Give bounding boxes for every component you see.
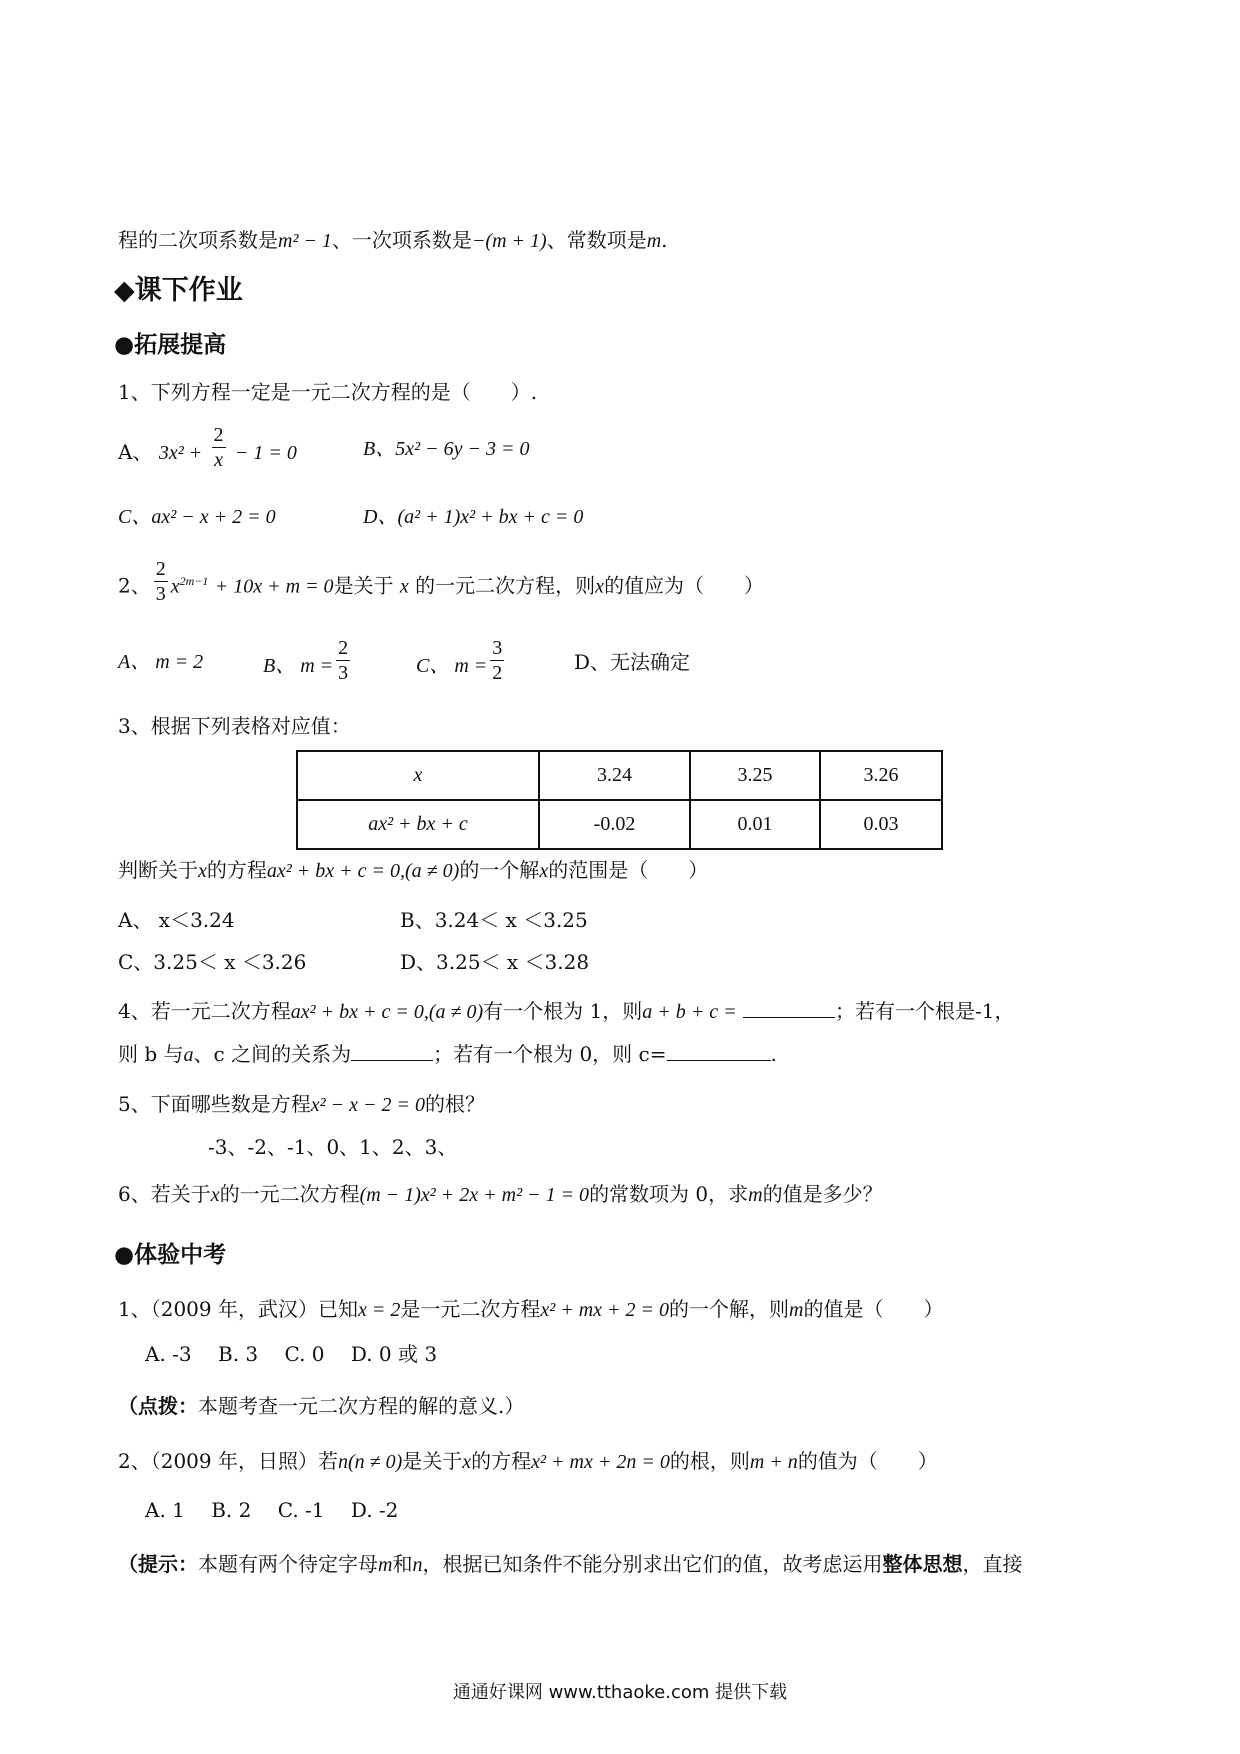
question-5-stem: [118, 1090, 485, 1119]
text: 的一元二次方程，则: [415, 573, 596, 598]
option-b: B、5x² − 6y − 3 = 0: [363, 438, 530, 460]
fraction: [490, 636, 504, 685]
text: 的范围是（ ）: [548, 858, 709, 882]
text: 的值应为（ ）: [604, 573, 765, 598]
math-expr: n(n ≠ 0): [337, 1451, 403, 1473]
text: .: [661, 228, 668, 252]
text: 本题有两个待定字母: [198, 1552, 378, 1576]
text: 的一个解，则: [669, 1297, 790, 1321]
text: 的方程: [471, 1449, 532, 1473]
hint-label: （点拨：: [118, 1394, 198, 1418]
question-6-stem: [118, 1180, 883, 1209]
exam-question-1-options: A. -3 B. 3 C. 0 D. 0 或 3: [145, 1342, 438, 1366]
subsection-title-extension: ●拓展提高: [114, 332, 227, 358]
table-row: [297, 800, 942, 849]
question-4-line2: [118, 1040, 777, 1069]
question-number: 2、: [118, 573, 151, 598]
text: 的值为（ ）: [797, 1449, 938, 1473]
text: 本题考查一元二次方程的解的意义.）: [198, 1394, 525, 1418]
option-label: C、 m =: [416, 655, 488, 677]
math-var: x: [198, 860, 207, 882]
text: 的根，则: [669, 1449, 750, 1473]
option-d: D、3.25＜ x ＜3.28: [400, 950, 590, 974]
text: 的常数项为 0，求: [589, 1182, 749, 1206]
math-expr: − 1 = 0: [234, 442, 297, 464]
option-b: B、3.24＜ x ＜3.25: [400, 908, 588, 932]
math-expr: m: [646, 230, 662, 252]
exam-question-1-hint: [118, 1392, 524, 1420]
fraction-denominator: 3: [338, 662, 349, 684]
table-cell: -0.02: [539, 800, 690, 849]
table-cell: 3.25: [690, 751, 820, 800]
text: 是一元二次方程: [400, 1297, 541, 1321]
question-1-stem: 1、下列方程一定是一元二次方程的是（ ）.: [118, 380, 538, 404]
emphasis: 整体思想: [882, 1552, 963, 1576]
text: 、一次项系数是: [331, 228, 472, 252]
table-cell: 0.01: [690, 800, 820, 849]
question-3-judge: [118, 856, 708, 885]
text: 则 b 与: [118, 1042, 184, 1066]
math-expr: x² + mx + 2 = 0: [540, 1299, 670, 1321]
text: 2、（2009 年，日照）若: [118, 1449, 338, 1473]
subsection-title-exam: ●体验中考: [114, 1242, 227, 1268]
math-var: m: [789, 1299, 804, 1321]
question-3-stem: 3、根据下列表格对应值：: [118, 714, 351, 738]
fraction: [336, 636, 350, 685]
text: 的值是（ ）: [803, 1297, 944, 1321]
math-expr: x² − x − 2 = 0: [310, 1094, 425, 1116]
fraction-numerator: 2: [338, 637, 349, 659]
fraction-denominator: 3: [155, 582, 166, 605]
text: 判断关于: [118, 858, 198, 882]
table-cell: x: [297, 751, 539, 800]
math-var: m: [378, 1554, 393, 1576]
text: 1、（2009 年，武汉）已知: [118, 1297, 358, 1321]
text: 的根？: [424, 1092, 485, 1116]
question-2-stem: [118, 557, 765, 606]
answer-blank[interactable]: [743, 1017, 835, 1018]
text: ，直接: [962, 1552, 1023, 1576]
option-d: D、(a² + 1)x² + bx + c = 0: [363, 506, 584, 528]
fraction-denominator: 2: [492, 662, 503, 684]
lead-line: [118, 226, 668, 255]
fraction-denominator: x: [214, 449, 223, 471]
math-expr: ax² + bx + c = 0,(a ≠ 0): [290, 1001, 484, 1023]
text: .: [770, 1042, 777, 1066]
text: 5、下面哪些数是方程: [118, 1092, 311, 1116]
math-expr: −(m + 1): [471, 230, 547, 252]
option-b: [263, 637, 353, 685]
math-expr: + 10x + m = 0: [214, 575, 334, 598]
text: 的值是多少？: [762, 1182, 883, 1206]
math-var: x: [539, 860, 549, 882]
math-var: x: [170, 575, 180, 598]
text: ，根据已知条件不能分别求出它们的值，故考虑运用: [422, 1552, 883, 1576]
text: 程的二次项系数是: [118, 228, 278, 252]
option-label: B、 m =: [263, 655, 334, 677]
table-cell: 3.24: [539, 751, 690, 800]
table-cell: 3.26: [820, 751, 942, 800]
math-var: x: [462, 1451, 472, 1473]
option-c: C、ax² − x + 2 = 0: [118, 506, 276, 528]
text: 是关于: [402, 1449, 463, 1473]
math-expr: m + n: [749, 1451, 798, 1473]
fraction: [154, 557, 168, 606]
answer-blank[interactable]: [351, 1060, 433, 1061]
option-a: A、 m = 2: [118, 651, 204, 673]
math-var: x: [595, 575, 605, 598]
math-expr: x = 2: [357, 1299, 401, 1321]
math-var: n: [412, 1554, 423, 1576]
text: 是关于: [333, 573, 394, 598]
exam-question-2-hint: [118, 1550, 1022, 1579]
table-cell: ax² + bx + c: [297, 800, 539, 849]
exponent: 2m−1: [179, 574, 209, 588]
math-var: x: [399, 575, 409, 598]
fraction-numerator: 2: [155, 557, 166, 580]
option-label: A、: [118, 440, 153, 464]
option-a: [118, 424, 297, 472]
section-title: ◆课下作业: [114, 275, 243, 306]
exam-question-2-stem: [118, 1447, 938, 1476]
option-a: A、 x＜3.24: [118, 908, 235, 932]
text: ；若有一个根是-1，: [834, 999, 1015, 1023]
text: 6、若关于: [118, 1182, 211, 1206]
math-expr: m² − 1: [278, 230, 332, 252]
math-var: m: [748, 1184, 763, 1206]
text: 、常数项是: [546, 228, 647, 252]
hint-label: （提示：: [118, 1552, 198, 1576]
table-cell: 0.03: [820, 800, 942, 849]
math-expr: (m − 1)x² + 2x + m² − 1 = 0: [359, 1184, 590, 1206]
values-table: [296, 750, 943, 850]
fraction-numerator: 3: [492, 637, 503, 659]
text: 和: [392, 1552, 413, 1576]
text: ；若有一个根为 0，则 c=: [433, 1042, 667, 1066]
math-var: a: [183, 1044, 194, 1066]
option-c: [416, 637, 507, 685]
math-expr: x² + mx + 2n = 0: [531, 1451, 670, 1473]
text: 、c 之间的关系为: [193, 1042, 352, 1066]
question-4-line1: [118, 997, 1014, 1026]
text: 4、若一元二次方程: [118, 999, 291, 1023]
exam-question-1-stem: [118, 1295, 944, 1324]
math-expr: a + b + c =: [642, 1001, 737, 1023]
fraction-numerator: 2: [213, 424, 224, 446]
answer-blank[interactable]: [667, 1060, 771, 1061]
text: 有一个根为 1，则: [483, 999, 643, 1023]
text: 的方程: [206, 858, 267, 882]
text: 的一元二次方程: [219, 1182, 360, 1206]
math-expr: 3x² +: [158, 442, 203, 464]
text: 的一个解: [459, 858, 540, 882]
option-c: C、3.25＜ x ＜3.26: [118, 950, 307, 974]
question-5-numbers: -3、-2、-1、0、1、2、3、: [208, 1135, 458, 1159]
exam-question-2-options: A. 1 B. 2 C. -1 D. -2: [145, 1498, 399, 1522]
page-footer: 通通好课网 www.tthaoke.com 提供下载: [452, 1682, 788, 1703]
math-var: x: [210, 1184, 220, 1206]
table-row: [297, 751, 942, 800]
math-expr: ax² + bx + c = 0,(a ≠ 0): [266, 860, 460, 882]
option-d: D、无法确定: [574, 650, 691, 674]
fraction: [212, 423, 226, 472]
